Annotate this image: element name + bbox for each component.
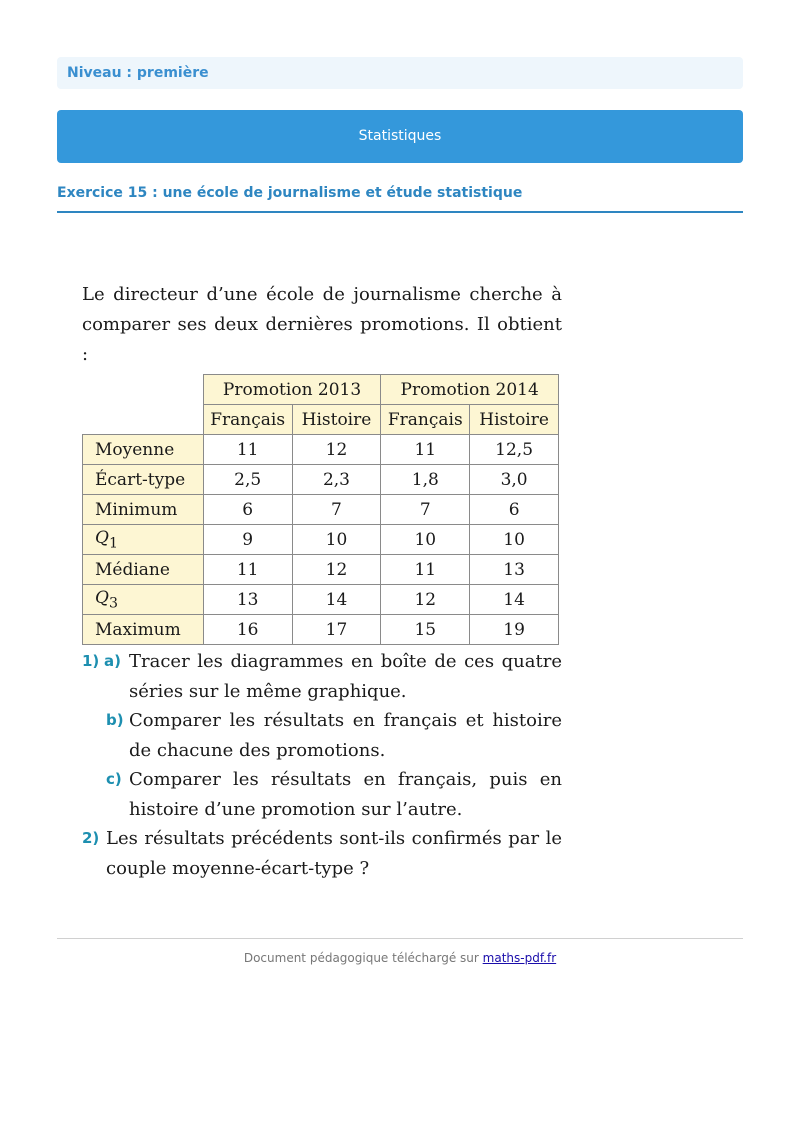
row-label-q3 [83,585,204,615]
question-letter: a) [104,652,121,670]
table-cell: 3,0 [470,465,559,495]
table-cell: 2,3 [292,465,381,495]
table-row [83,465,559,495]
table-cell: 10 [381,525,470,555]
table-cell: 16 [203,615,292,645]
question-number: 1) [82,652,100,670]
exercise-title: Exercice 15 : une école de journalisme et étude statistique [57,185,743,213]
table-cell: 7 [381,495,470,525]
question-1a [82,647,562,706]
group-header-2014: Promotion 2014 [381,375,559,405]
table-row [83,435,559,465]
table-cell: 10 [292,525,381,555]
footer-divider [57,938,743,939]
question-number: 2) [82,829,100,847]
row-label: Minimum [83,495,204,525]
table-cell: 15 [381,615,470,645]
question-text: Comparer les résultats en français et histoire de chacune des promotions. [129,710,562,761]
table-row [83,615,559,645]
table-cell: 11 [381,435,470,465]
table-cell: 9 [203,525,292,555]
questions [82,647,562,883]
table-cell: 13 [203,585,292,615]
table-cell: 14 [292,585,381,615]
table-header-row [83,375,559,405]
table-row [83,555,559,585]
table-row [83,525,559,555]
table-row [83,495,559,525]
table-cell: 11 [203,435,292,465]
table-cell: 17 [292,615,381,645]
question-letter: b) [106,711,124,729]
table-cell: 6 [203,495,292,525]
question-text: Comparer les résultats en français, puis en histoire d’une promotion sur l’autre. [129,769,562,820]
level-label: Niveau : première [57,57,743,89]
row-label-q1 [83,525,204,555]
footer-link[interactable]: maths-pdf.fr [482,951,557,965]
subject-header: Français [381,405,470,435]
question-1c [82,765,562,824]
table-cell: 7 [292,495,381,525]
row-label-sub: 1 [108,535,118,552]
row-label: Écart-type [83,465,204,495]
table-subheader-row [83,405,559,435]
exercise-intro: Le directeur d’une école de journalisme cherche à comparer ses deux dernières promotions. Il obtient : [82,284,562,365]
question-text: Tracer les diagrammes en boîte de ces quatre séries sur le même graphique. [129,651,562,702]
table-cell: 14 [470,585,559,615]
table-cell: 19 [470,615,559,645]
question-2 [82,824,562,883]
row-label: Maximum [83,615,204,645]
row-label: Médiane [83,555,204,585]
statistics-table [82,374,559,645]
row-label-sub: 3 [108,595,118,612]
group-header-2013: Promotion 2013 [203,375,381,405]
row-label: Moyenne [83,435,204,465]
footer [57,951,743,965]
table-cell: 12 [381,585,470,615]
table-row [83,585,559,615]
chapter-banner: Statistiques [57,110,743,163]
question-text: Les résultats précédents sont-ils confirmés par le couple moyenne-écart-type ? [106,828,562,879]
table-cell: 13 [470,555,559,585]
subject-header: Français [203,405,292,435]
exercise-content [82,280,562,883]
footer-text: Document pédagogique téléchargé sur [243,951,479,965]
row-label-main: Q [95,527,109,548]
subject-header: Histoire [470,405,559,435]
table-cell: 11 [381,555,470,585]
table-cell: 1,8 [381,465,470,495]
table-cell: 2,5 [203,465,292,495]
table-cell: 10 [470,525,559,555]
table-cell: 11 [203,555,292,585]
row-label-main: Q [95,587,109,608]
question-letter: c) [106,770,122,788]
table-corner [83,375,204,405]
subject-header: Histoire [292,405,381,435]
table-cell: 6 [470,495,559,525]
table-cell: 12,5 [470,435,559,465]
table-cell: 12 [292,435,381,465]
question-1b [82,706,562,765]
table-corner [83,405,204,435]
table-cell: 12 [292,555,381,585]
